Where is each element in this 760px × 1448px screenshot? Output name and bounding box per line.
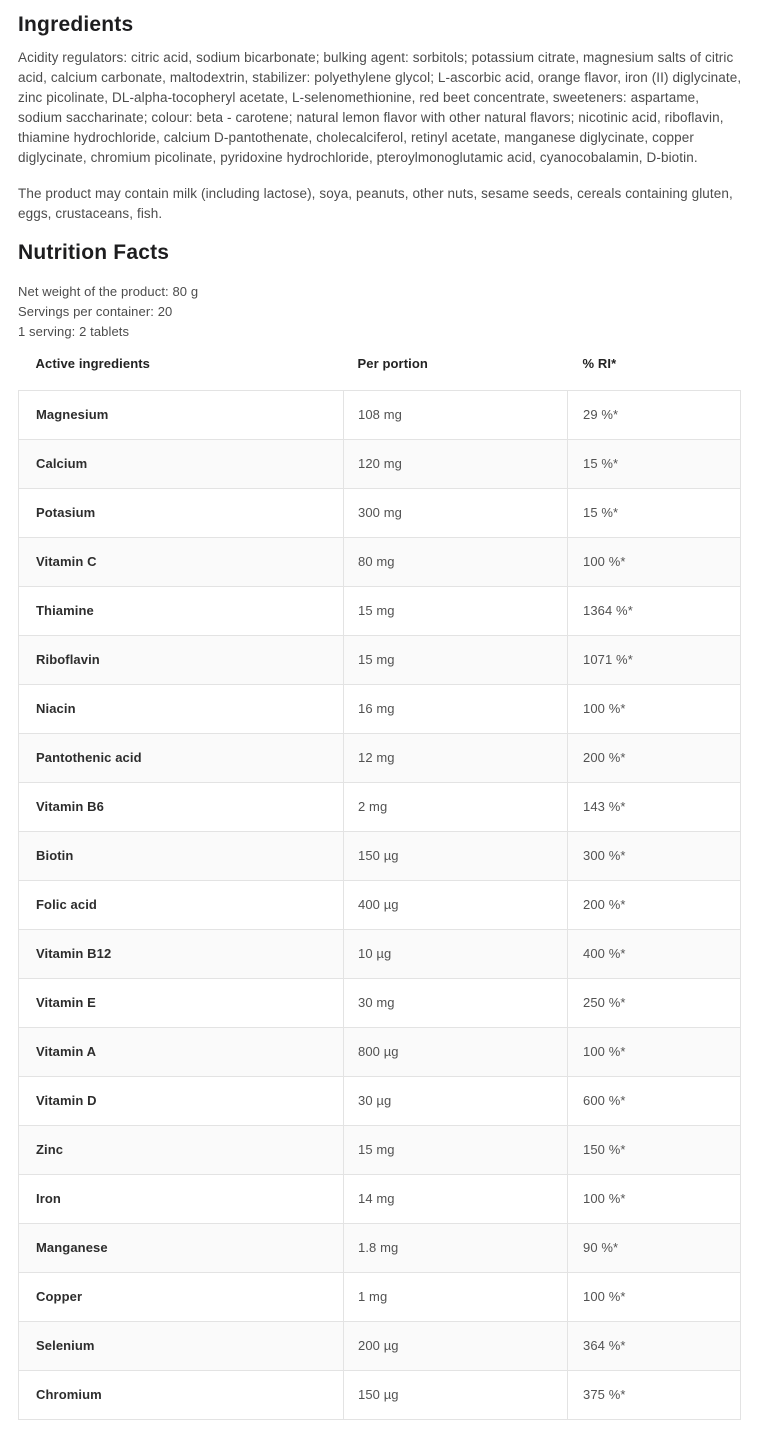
per-portion-cell: 14 mg	[344, 1174, 568, 1223]
table-row	[19, 1321, 741, 1370]
ingredient-name-cell: Pantothenic acid	[19, 733, 344, 782]
table-row	[19, 586, 741, 635]
ingredient-name-cell: Vitamin B6	[19, 782, 344, 831]
ingredients-text: Acidity regulators: citric acid, sodium bicarbonate; bulking agent: sorbitols; potassium citrate, magnesium salts of citric acid, calcium carbonate, maltodextrin, stabilizer: polyethylene glycol; L-ascorbic acid, orange flavor, iron (II) diglycinate, zinc picolinate, DL-alpha-tocopheryl acetate, L-selenomethionine, red beet concentrate, sweeteners: aspartame, sodium saccharinate; colour: beta - carotene; natural lemon flavor with other natural flavors; nicotinic acid, riboflavin, thiamine hydrochloride, calcium D-pantothenate, cholecalciferol, retinyl acetate, manganese diglycinate, copper diglycinate, chromium picolinate, pyridoxine hydrochloride, pteroylmonoglutamic acid, cyanocobalamin, D-biotin.	[18, 50, 742, 165]
column-header-per-portion: Per portion	[344, 356, 568, 390]
percent-ri-cell: 100 %*	[568, 1272, 741, 1321]
ingredient-name-cell: Vitamin E	[19, 978, 344, 1027]
per-portion-cell: 150 µg	[344, 831, 568, 880]
column-header-percent-ri: % RI*	[568, 356, 741, 390]
servings-per-container-line: Servings per container: 20	[18, 304, 173, 319]
allergen-notice-text: The product may contain milk (including lactose), soya, peanuts, other nuts, sesame seeds, cereals containing gluten, eggs, crustaceans, fish.	[18, 186, 733, 221]
percent-ri-cell: 250 %*	[568, 978, 741, 1027]
table-row	[19, 1125, 741, 1174]
per-portion-cell: 10 µg	[344, 929, 568, 978]
ingredient-name-cell: Niacin	[19, 684, 344, 733]
percent-ri-cell: 150 %*	[568, 1125, 741, 1174]
ingredient-name-cell: Copper	[19, 1272, 344, 1321]
per-portion-cell: 120 mg	[344, 439, 568, 488]
per-portion-cell: 2 mg	[344, 782, 568, 831]
table-row	[19, 1223, 741, 1272]
ingredient-name-cell: Selenium	[19, 1321, 344, 1370]
percent-ri-cell: 143 %*	[568, 782, 741, 831]
table-row	[19, 1076, 741, 1125]
table-row	[19, 1027, 741, 1076]
table-row	[19, 1370, 741, 1419]
table-row	[19, 1272, 741, 1321]
table-row	[19, 635, 741, 684]
percent-ri-cell: 300 %*	[568, 831, 741, 880]
percent-ri-cell: 1364 %*	[568, 586, 741, 635]
percent-ri-cell: 400 %*	[568, 929, 741, 978]
table-row	[19, 537, 741, 586]
percent-ri-cell: 100 %*	[568, 684, 741, 733]
percent-ri-cell: 200 %*	[568, 880, 741, 929]
per-portion-cell: 150 µg	[344, 1370, 568, 1419]
ingredient-name-cell: Iron	[19, 1174, 344, 1223]
nutrition-table	[18, 356, 741, 1420]
serving-size-line: 1 serving: 2 tablets	[18, 324, 130, 339]
table-header-row	[19, 356, 741, 390]
table-row	[19, 488, 741, 537]
per-portion-cell: 15 mg	[344, 586, 568, 635]
table-row	[19, 929, 741, 978]
percent-ri-cell: 200 %*	[568, 733, 741, 782]
percent-ri-cell: 100 %*	[568, 1027, 741, 1076]
percent-ri-cell: 90 %*	[568, 1223, 741, 1272]
ingredient-name-cell: Vitamin C	[19, 537, 344, 586]
ingredient-name-cell: Folic acid	[19, 880, 344, 929]
percent-ri-cell: 100 %*	[568, 537, 741, 586]
nutrition-facts-heading: Nutrition Facts	[18, 241, 170, 264]
percent-ri-cell: 100 %*	[568, 1174, 741, 1223]
table-row	[19, 880, 741, 929]
ingredient-name-cell: Chromium	[19, 1370, 344, 1419]
per-portion-cell: 12 mg	[344, 733, 568, 782]
ingredient-name-cell: Calcium	[19, 439, 344, 488]
nutrition-table-body	[19, 390, 741, 1419]
per-portion-cell: 300 mg	[344, 488, 568, 537]
ingredient-name-cell: Thiamine	[19, 586, 344, 635]
ingredient-name-cell: Zinc	[19, 1125, 344, 1174]
per-portion-cell: 80 mg	[344, 537, 568, 586]
percent-ri-cell: 29 %*	[568, 390, 741, 439]
per-portion-cell: 30 mg	[344, 978, 568, 1027]
table-row	[19, 684, 741, 733]
ingredient-name-cell: Biotin	[19, 831, 344, 880]
net-weight-line: Net weight of the product: 80 g	[18, 284, 199, 299]
percent-ri-cell: 15 %*	[568, 488, 741, 537]
table-row	[19, 390, 741, 439]
ingredient-name-cell: Vitamin D	[19, 1076, 344, 1125]
per-portion-cell: 30 µg	[344, 1076, 568, 1125]
column-header-active-ingredients: Active ingredients	[19, 356, 344, 390]
table-row	[19, 1174, 741, 1223]
per-portion-cell: 800 µg	[344, 1027, 568, 1076]
ingredient-name-cell: Riboflavin	[19, 635, 344, 684]
table-row	[19, 733, 741, 782]
ingredient-name-cell: Potasium	[19, 488, 344, 537]
table-row	[19, 439, 741, 488]
ingredient-name-cell: Manganese	[19, 1223, 344, 1272]
table-row	[19, 831, 741, 880]
table-row	[19, 978, 741, 1027]
percent-ri-cell: 600 %*	[568, 1076, 741, 1125]
table-row	[19, 782, 741, 831]
ingredients-heading: Ingredients	[18, 13, 134, 36]
per-portion-cell: 1.8 mg	[344, 1223, 568, 1272]
per-portion-cell: 400 µg	[344, 880, 568, 929]
serving-info-block	[18, 282, 745, 342]
ingredient-name-cell: Vitamin A	[19, 1027, 344, 1076]
per-portion-cell: 16 mg	[344, 684, 568, 733]
percent-ri-cell: 375 %*	[568, 1370, 741, 1419]
ingredient-name-cell: Vitamin B12	[19, 929, 344, 978]
per-portion-cell: 1 mg	[344, 1272, 568, 1321]
per-portion-cell: 15 mg	[344, 1125, 568, 1174]
percent-ri-cell: 1071 %*	[568, 635, 741, 684]
per-portion-cell: 15 mg	[344, 635, 568, 684]
per-portion-cell: 108 mg	[344, 390, 568, 439]
ingredient-name-cell: Magnesium	[19, 390, 344, 439]
percent-ri-cell: 364 %*	[568, 1321, 741, 1370]
per-portion-cell: 200 µg	[344, 1321, 568, 1370]
percent-ri-cell: 15 %*	[568, 439, 741, 488]
